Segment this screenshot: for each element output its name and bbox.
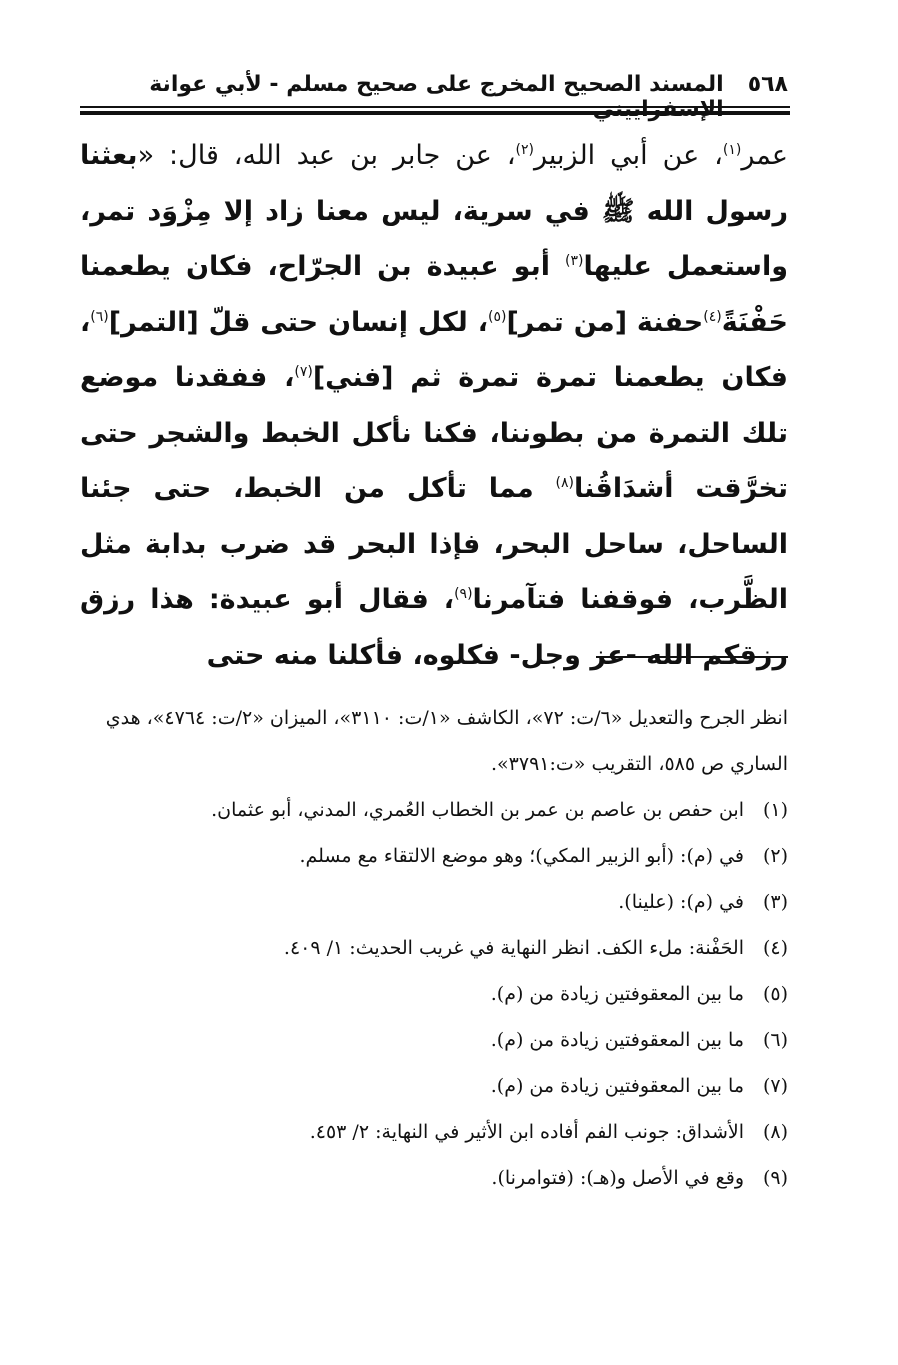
- footnote-item: [80, 1017, 788, 1063]
- footnote-text: الأشداق: جونب الفم أفاده ابن الأثير في النهاية: ٢/ ٤٥٣.: [309, 1121, 744, 1143]
- footnote-text: في (م): (علينا).: [618, 891, 744, 913]
- footnotes: [80, 695, 788, 1201]
- footnote-number: (٩): [762, 1167, 788, 1189]
- footnote-item: [80, 1063, 788, 1109]
- footnote-number: (٣): [762, 891, 788, 913]
- footnote-item: [80, 1109, 788, 1155]
- footnote-number: (٤): [762, 937, 788, 959]
- header-rule-thin: [80, 106, 790, 108]
- footnote-text: الحَفْنة: ملء الكف. انظر النهاية في غريب الحديث: ١/ ٤٠٩.: [283, 937, 744, 959]
- footnote-text: ما بين المعقوفتين زيادة من (م).: [490, 983, 744, 1005]
- footnote-ref-2: (٢): [515, 142, 534, 158]
- footnote-number: (١): [762, 799, 788, 821]
- footnote-ref-1: (١): [722, 142, 742, 158]
- matn-text-1: بعثنا رسول الله ﷺ في سرية، ليس معنا زاد إلا مِزْوَد تمر، واستعمل عليها: [80, 140, 788, 282]
- footnote-ref-4: (٤): [703, 308, 722, 325]
- footnote-ref-9: (٩): [454, 586, 473, 602]
- footnote-number: (٨): [762, 1121, 788, 1143]
- footnote-text: ما بين المعقوفتين زيادة من (م).: [490, 1029, 744, 1051]
- footnote-intro: انظر الجرح والتعديل «٦/ت: ٧٢»، الكاشف «١/ت: ٣١١٠»، الميزان «٢/ت: ٤٧٦٤»، هدي الساري ص ٥٨٥، التقريب «ت:٣٧٩١».: [105, 707, 788, 775]
- footnote-ref-7: (٧): [294, 364, 313, 380]
- matn-text-4: ، لكل إنسان حتى قلّ [التمر]: [108, 306, 488, 338]
- isnad-text: عمر$^{(١)}$، عن أبي الزبير$^{(٢)}$، عن جابر بن عبد الله، قال: «: [137, 140, 788, 171]
- footnote-text: وقع في الأصل و(هـ): (فتوامرنا).: [491, 1167, 744, 1189]
- footnote-item: [80, 787, 788, 833]
- footnote-text: ما بين المعقوفتين زيادة من (م).: [490, 1075, 744, 1097]
- matn-text-8: ، فقال أبو عبيدة: هذا رزق رزقكم الله -عز وجل- فكلوه، فأكلنا منه حتى: [80, 584, 788, 671]
- footnote-item: [80, 879, 788, 925]
- matn-text-2: أبو عبيدة بن الجرّاح، فكان يطعمنا حَفْنَةً: [80, 251, 788, 338]
- matn-text-7: مما تأكل من الخبط، حتى جئنا الساحل، ساحل البحر، فإذا البحر قد ضرب بدابة مثل الظَّرب، فوقفنا فتآمرنا: [80, 473, 789, 615]
- footnote-number: (٢): [762, 845, 788, 867]
- footnote-item: [80, 833, 788, 879]
- footnote-item: [80, 925, 788, 971]
- book-title: المسند الصحيح المخرج على صحيح مسلم - لأبي عوانة الإسفراييني: [149, 72, 724, 122]
- footnote-ref-5: (٥): [487, 308, 507, 325]
- footnote-ref-8: (٨): [555, 475, 574, 491]
- footnote-number: (٧): [762, 1075, 788, 1097]
- matn-text-6: ، ففقدنا موضع تلك التمرة من بطوننا، فكنا نأكل الخبط والشجر حتى تخرَّقت أشدَاقُنا: [80, 362, 788, 504]
- header-rule-thick: [80, 111, 790, 115]
- matn-text-3: حفنة [من تمر]: [506, 306, 704, 338]
- footnote-item: [80, 1155, 788, 1201]
- footnote-number: (٥): [762, 983, 788, 1005]
- page-number: ٥٦٨: [747, 72, 788, 97]
- matn-text-5: ، فكان يطعمنا تمرة تمرة ثم [فني]: [80, 306, 788, 393]
- main-text: [80, 128, 788, 683]
- footnote-number: (٦): [762, 1029, 788, 1051]
- hadith-paragraph: [80, 128, 788, 683]
- footnote-ref-3: (٣): [565, 253, 584, 269]
- footnote-text: ابن حفص بن عاصم بن عمر بن الخطاب العُمري، المدني، أبو عثمان.: [211, 799, 744, 821]
- footnote-item: [80, 971, 788, 1017]
- footnote-ref-6: (٦): [90, 308, 109, 325]
- footnote-separator: [596, 656, 788, 658]
- footnote-text: في (م): (أبو الزبير المكي)؛ وهو موضع الالتقاء مع مسلم.: [299, 845, 744, 867]
